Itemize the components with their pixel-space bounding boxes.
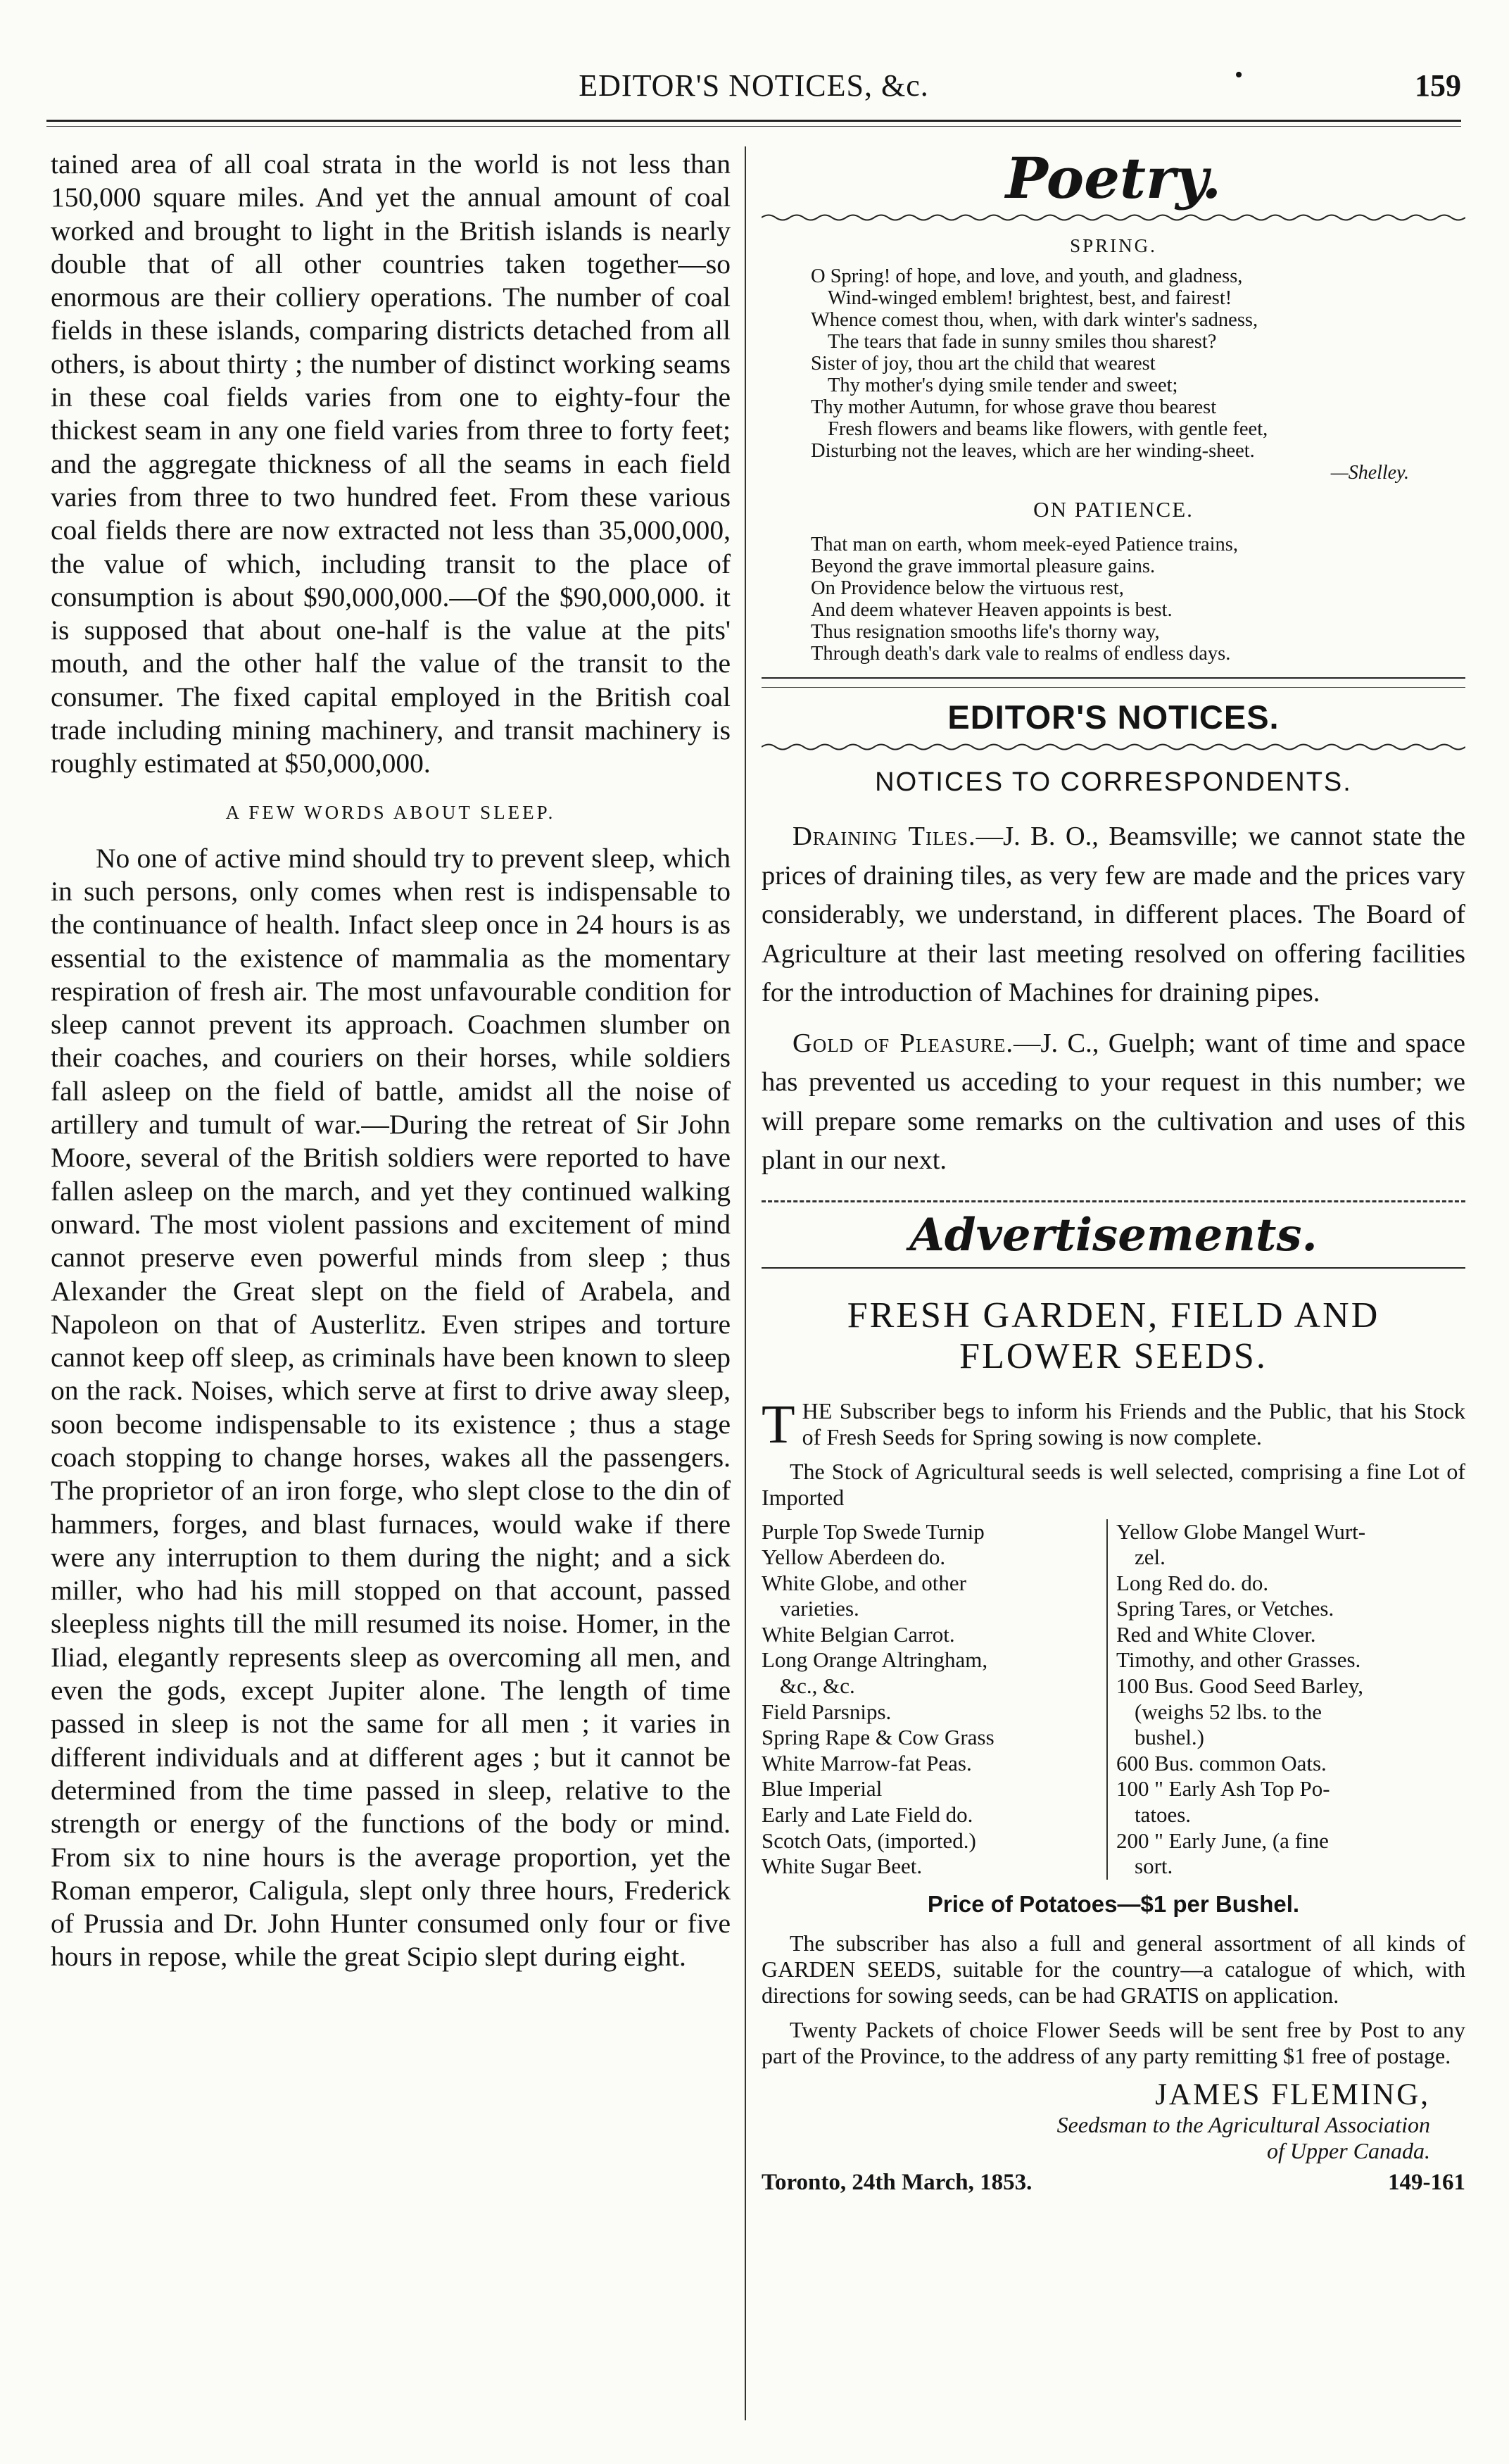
notice-lead: Gold of Pleasure. bbox=[793, 1028, 1014, 1058]
header-rule bbox=[46, 120, 1461, 127]
list-item: Spring Rape & Cow Grass bbox=[762, 1725, 995, 1750]
list-item: tatoes. bbox=[1135, 1802, 1192, 1828]
list-item: Field Parsnips. bbox=[762, 1699, 892, 1724]
list-item: Timothy, and other Grasses. bbox=[1116, 1647, 1361, 1673]
poem-spring bbox=[811, 265, 1409, 484]
list-item: White Globe, and other bbox=[762, 1570, 966, 1595]
poem-line: Through death's dark vale to realms of endless days. bbox=[811, 643, 1231, 665]
poem-line: The tears that fade in sunny smiles thou sharest? bbox=[828, 331, 1217, 353]
list-item: zel. bbox=[1135, 1545, 1166, 1570]
signature-role: Seedsman to the Agricultural Association bbox=[1056, 2111, 1430, 2137]
wavy-rule bbox=[762, 213, 1465, 222]
seed-ad-assortment: The subscriber has also a full and general assortment of all kinds of GARDEN SEEDS, suitable for the country—a catalogue of which, with directions for sowing seeds, can be had GRATIS on application. bbox=[762, 1930, 1465, 2008]
notice-draining-tiles bbox=[762, 817, 1465, 1013]
seed-ad-stock: The Stock of Agricultural seeds is well selected, comprising a fine Lot of Imported bbox=[762, 1458, 1465, 1510]
right-column bbox=[762, 145, 1465, 2196]
poem-line: Beyond the grave immortal pleasure gains. bbox=[811, 555, 1156, 577]
poem-line: And deem whatever Heaven appoints is best. bbox=[811, 599, 1173, 621]
poem-line: Thy mother's dying smile tender and sweet; bbox=[828, 375, 1178, 396]
list-item: Blue Imperial bbox=[762, 1776, 883, 1802]
column-divider bbox=[745, 146, 746, 2420]
poem-line: Disturbing not the leaves, which are her winding-sheet. bbox=[811, 440, 1255, 462]
list-item: 200 " Early June, (a fine bbox=[1116, 1828, 1329, 1853]
ink-dot: • bbox=[1235, 62, 1243, 88]
coal-article-text: tained area of all coal strata in the world is not less than 150,000 square miles. And yet the annual amount of coal worked and brought to light in the British islands is nearly double that of all other countries taken together—so enormous are their colliery operations. The number of coal fields in these islands, comparing districts detached from all others, is about thirty ; the number of distinct working seams in these coal fields varies from one to eighty-four the thickest seam in any one field varies from three to forty feet; and the aggregate thickness of all the seams in each field varies from three to two hundred feet. From these various coal fields there are now extracted not less than 35,000,000, the value of which, including transit to the place of consumption is about $90,000,000.—Of the $90,000,000. it is supposed that about one-half is the value at the pits' mouth, and the other half the value of the transit to the consumer. The fixed capital employed in the British coal trade including mining machinery, and transit machinery is roughly estimated at $50,000,000. bbox=[51, 149, 731, 779]
list-item: 100 Bus. Good Seed Barley, bbox=[1116, 1673, 1364, 1699]
poem-line: Sister of joy, thou art the child that wearest bbox=[811, 353, 1156, 375]
poem-line: Whence comest thou, when, with dark winter's sadness, bbox=[811, 309, 1258, 331]
sleep-article-title: A FEW WORDS ABOUT SLEEP. bbox=[225, 801, 556, 823]
page-number: 159 bbox=[1415, 68, 1461, 103]
list-item: White Marrow-fat Peas. bbox=[762, 1750, 972, 1775]
notice-body: —J. C., Guelph; want of time and space has prevented us acceding to your request in this number; we will prepare some remarks on the cultivation and uses of this plant in our next. bbox=[762, 1028, 1465, 1175]
notice-lead: Draining Tiles. bbox=[793, 822, 976, 851]
poem-spring-title: SPRING. bbox=[1070, 235, 1157, 256]
list-item: Early and Late Field do. bbox=[762, 1802, 973, 1828]
potato-price: Price of Potatoes—$1 per Bushel. bbox=[927, 1890, 1300, 1917]
signature-name: JAMES FLEMING, bbox=[1155, 2078, 1430, 2111]
section-rule bbox=[762, 677, 1465, 688]
seed-list bbox=[762, 1519, 1465, 1880]
sleep-article-text: No one of active mind should try to prevent sleep, which in such persons, only comes when rest is indispensable to the continuance of health. Infact sleep once in 24 hours is as essential to the existence of mammalia as the momentary respiration of fresh air. The most unfavourable condition for sleep cannot prevent its approach. Coachmen slumber on their coaches, and couriers on their horses, while soldiers fall asleep on the field of battle, amidst all the noise of artillery and tumult of war.—During the retreat of Sir John Moore, several of the British soldiers were reported to have fallen asleep on the march, and yet they continued walking onward. The most violent passions and excitement of mind cannot preserve even powerful minds from sleep ; thus Alexander the Great slept on the field of Arabela, and Napoleon on that of Austerlitz. Even stripes and torture cannot keep off sleep, as criminals have been known to sleep on the rack. Noises, which serve at first to drive away sleep, soon become indispensable to its existence ; thus a stage coach stopping to change horses, wakes all the passengers. The proprietor of an iron forge, who slept close to the din of hammers, forges, and blast furnaces, would wake if there were any interruption to them during the night; and a sick miller, who had his mill stopped on that account, passed sleepless nights till the mill resumed its noise. Homer, in the Iliad, elegantly represents sleep as overcoming all men, and even the gods, except Jupiter alone. The length of time passed in sleep is not the same for all men ; it varies in different individuals and at different ages ; but it cannot be determined from the time passed in sleep, relative to the strength or energy of the functions of the body or mind. From six to nine hours is the average proportion, yet the Roman emperor, Caligula, slept only three hours, Frederick of Prussia and Dr. John Hunter consumed only four or five hours in repose, while the great Scipio slept during eight. bbox=[51, 842, 731, 1973]
seed-ad-packets: Twenty Packets of choice Flower Seeds will be sent free by Post to any part of the Province, to the address of any party remitting $1 free of postage. bbox=[762, 2016, 1465, 2068]
seed-ad-intro bbox=[762, 1393, 1465, 1454]
seed-ad-title-line: FLOWER SEEDS. bbox=[959, 1335, 1268, 1376]
seed-ad-title-line: FRESH GARDEN, FIELD AND bbox=[847, 1295, 1380, 1335]
list-item: Yellow Aberdeen do. bbox=[762, 1545, 946, 1570]
poem-patience bbox=[811, 534, 1409, 665]
ad-reference: 149-161 bbox=[1388, 2169, 1465, 2195]
poem-line: Fresh flowers and beams like flowers, with gentle feet, bbox=[828, 418, 1268, 440]
list-item: varieties. bbox=[780, 1596, 859, 1621]
list-item: 600 Bus. common Oats. bbox=[1116, 1750, 1327, 1775]
running-title: EDITOR'S NOTICES, &c. bbox=[579, 68, 929, 103]
list-item: (weighs 52 lbs. to the bbox=[1135, 1699, 1322, 1724]
poem-line: That man on earth, whom meek-eyed Patience trains, bbox=[811, 534, 1238, 555]
seed-ad-intro-text: HE Subscriber begs to inform his Friends and the Public, that his Stock of Fresh Seeds for Spring sowing is now complete. bbox=[802, 1397, 1465, 1450]
list-item: bushel.) bbox=[1135, 1725, 1205, 1750]
ad-footer bbox=[762, 2170, 1465, 2196]
signature-role: of Upper Canada. bbox=[1267, 2137, 1430, 2163]
list-item: Spring Tares, or Vetches. bbox=[1116, 1596, 1334, 1621]
list-item: Red and White Clover. bbox=[1116, 1621, 1316, 1647]
list-item: Long Red do. do. bbox=[1116, 1570, 1269, 1595]
list-item: &c., &c. bbox=[780, 1673, 855, 1699]
seed-list-right bbox=[1108, 1519, 1465, 1880]
editors-notices-heading: EDITOR'S NOTICES. bbox=[947, 698, 1280, 736]
poem-patience-title: ON PATIENCE. bbox=[1033, 497, 1194, 522]
list-item: Purple Top Swede Turnip bbox=[762, 1519, 985, 1544]
poem-line: Wind-winged emblem! brightest, best, and fairest! bbox=[828, 287, 1232, 309]
wavy-rule bbox=[762, 742, 1465, 752]
poetry-heading: Poetry. bbox=[1005, 145, 1222, 211]
seed-ad-title bbox=[762, 1295, 1465, 1377]
list-item: Long Orange Altringham, bbox=[762, 1647, 988, 1673]
list-item: White Sugar Beet. bbox=[762, 1854, 923, 1879]
poem-line: On Providence below the virtuous rest, bbox=[811, 577, 1124, 599]
left-column bbox=[51, 148, 731, 1974]
poem-line: Thy mother Autumn, for whose grave thou bearest bbox=[811, 396, 1217, 418]
seed-list-left bbox=[762, 1519, 1108, 1880]
ad-place-date: Toronto, 24th March, 1853. bbox=[762, 2169, 1033, 2195]
running-header bbox=[46, 62, 1461, 117]
list-item: White Belgian Carrot. bbox=[762, 1621, 955, 1647]
list-item: Yellow Globe Mangel Wurt- bbox=[1116, 1519, 1366, 1544]
poem-line: Thus resignation smooths life's thorny way, bbox=[811, 621, 1160, 643]
list-item: 100 " Early Ash Top Po- bbox=[1116, 1776, 1330, 1802]
advertisements-heading: Advertisements. bbox=[909, 1208, 1318, 1262]
poem-line: O Spring! of hope, and love, and youth, and gladness, bbox=[811, 265, 1243, 287]
poem-attribution: —Shelley. bbox=[1330, 462, 1409, 484]
section-rule bbox=[762, 1267, 1465, 1271]
notice-gold-of-pleasure bbox=[762, 1024, 1465, 1181]
correspondents-heading: NOTICES TO CORRESPONDENTS. bbox=[875, 767, 1352, 797]
drop-cap: T bbox=[762, 1393, 795, 1454]
list-item: sort. bbox=[1135, 1854, 1173, 1879]
dashed-rule bbox=[762, 1200, 1465, 1205]
notice-body: —J. B. O., Beamsville; we cannot state the prices of draining tiles, as very few are made and the prices vary considerably, we understand, in different places. The Board of Agriculture at their last meeting resolved on offering facilities for the introduction of Machines for draining pipes. bbox=[762, 822, 1465, 1007]
list-item: Scotch Oats, (imported.) bbox=[762, 1828, 976, 1853]
